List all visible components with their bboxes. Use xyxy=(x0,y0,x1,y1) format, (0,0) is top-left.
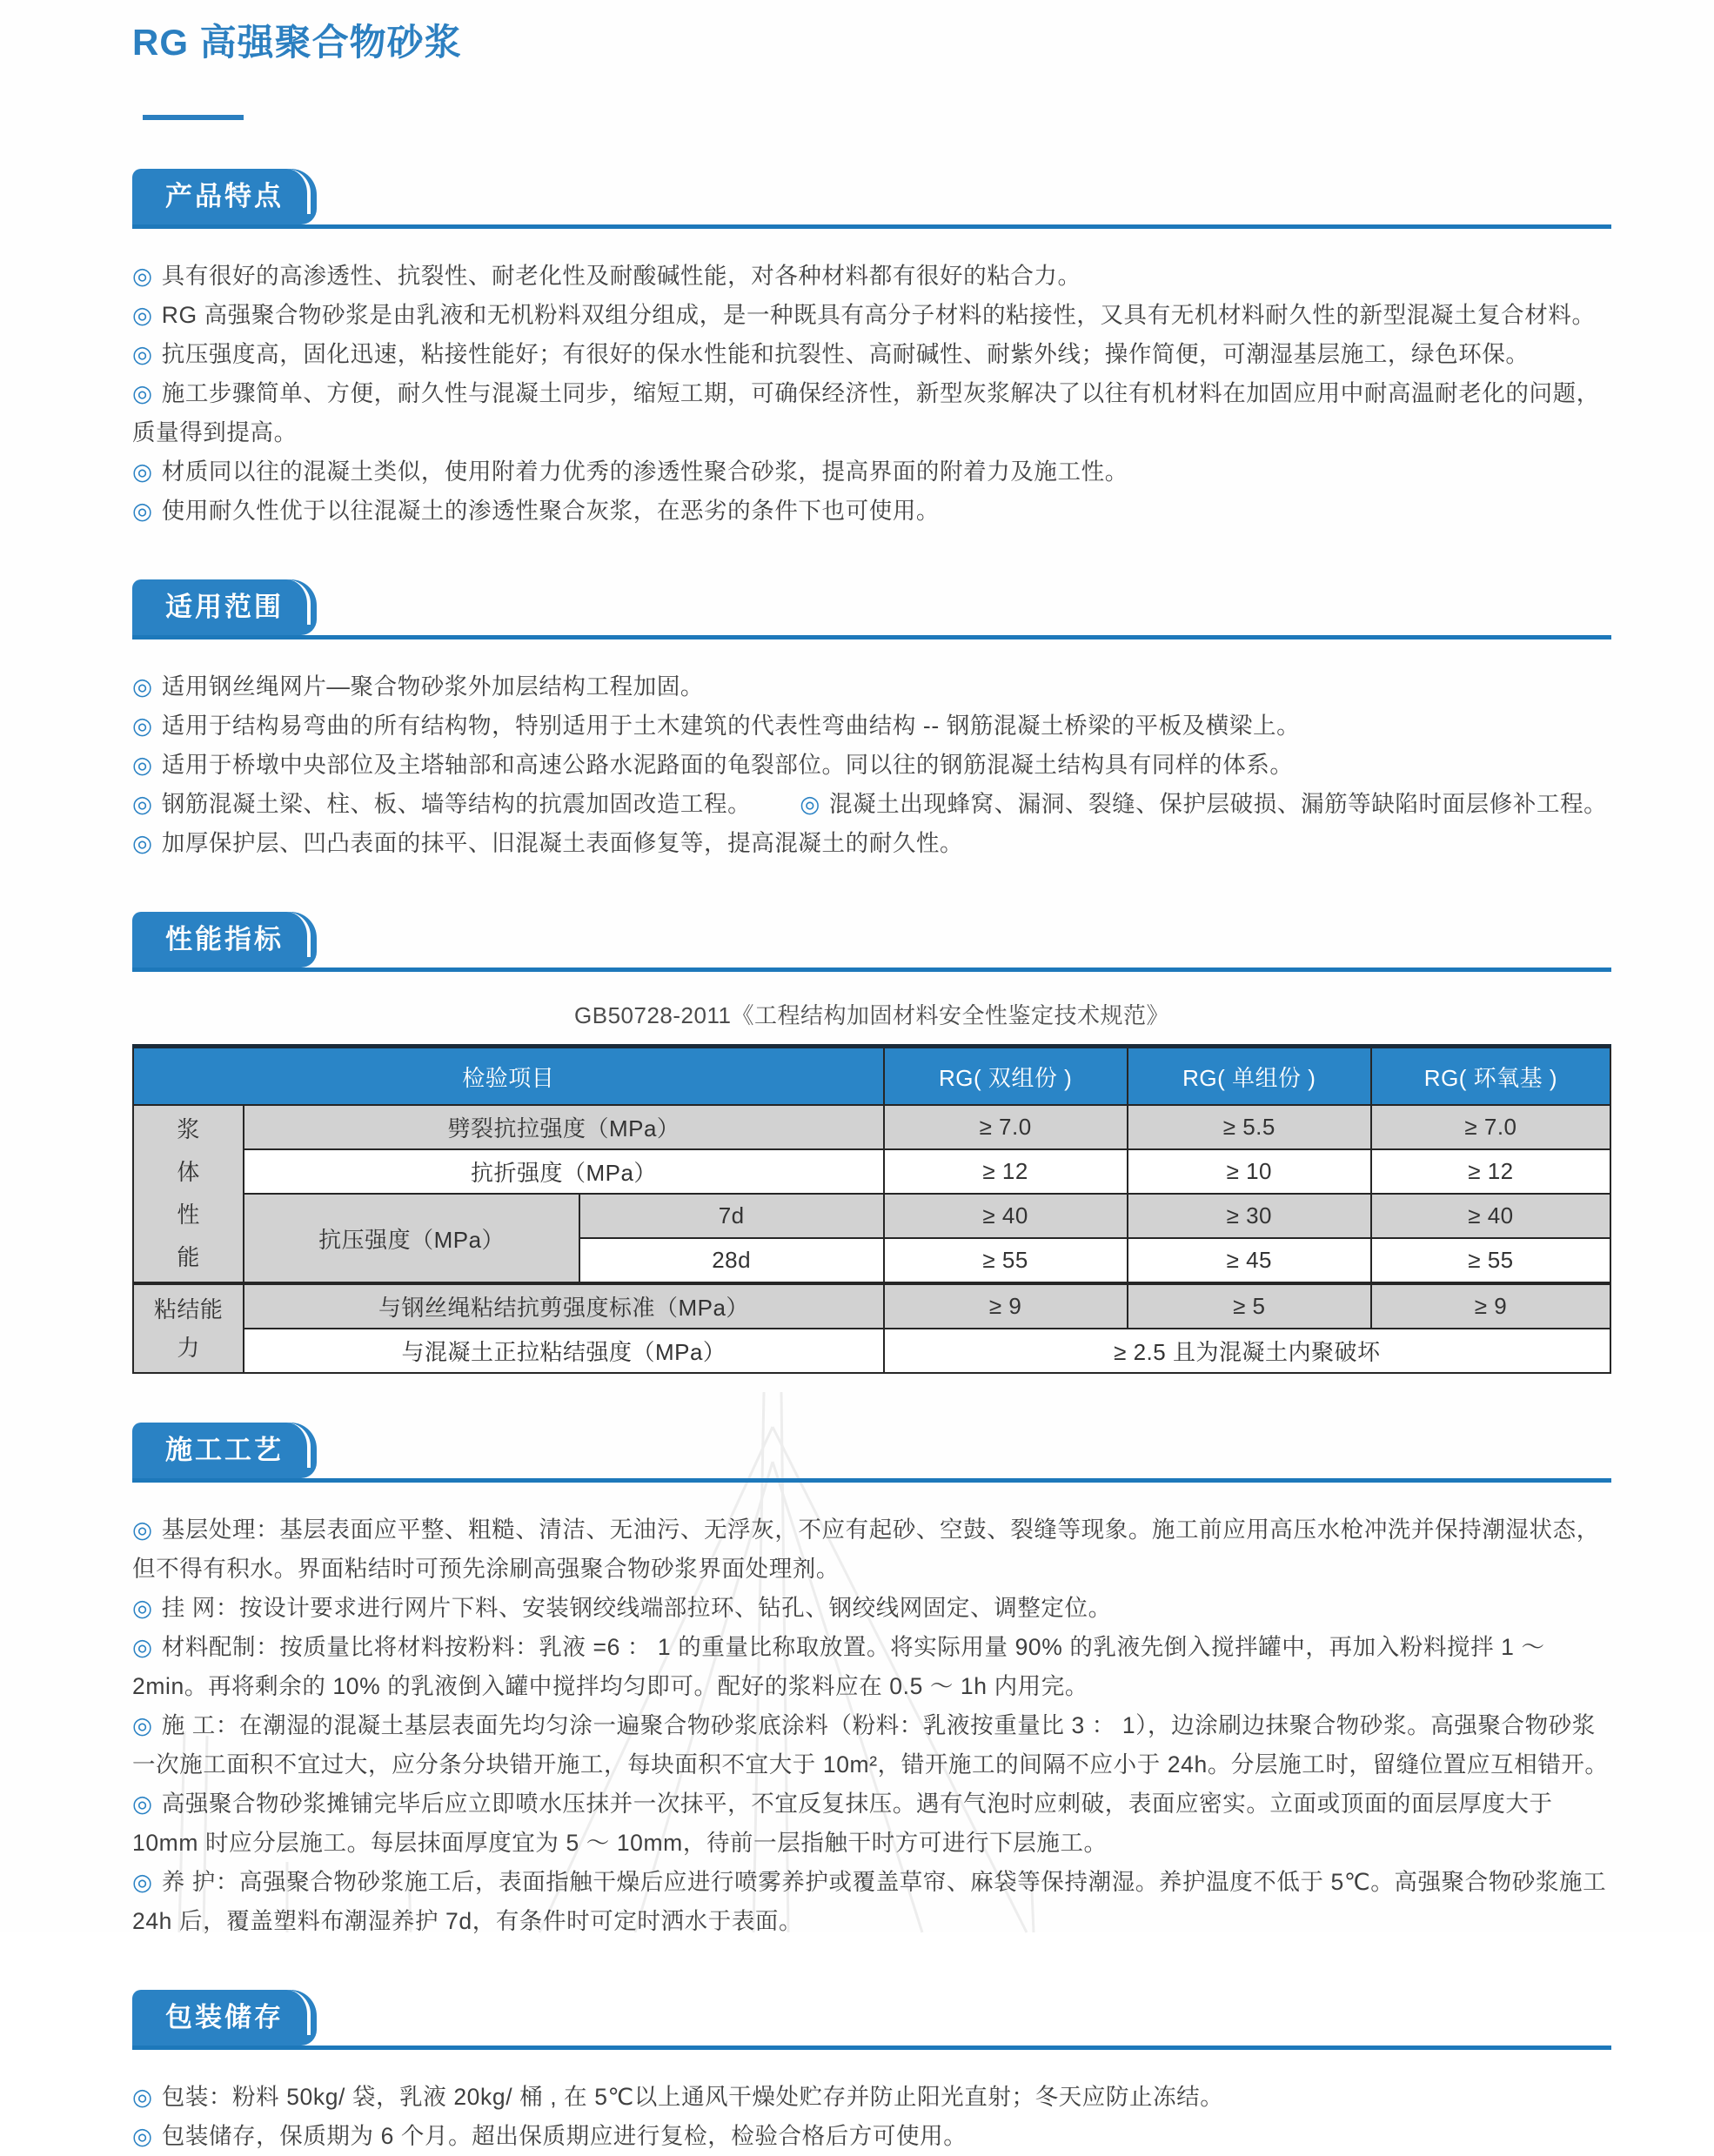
bullet-icon: ◎ xyxy=(132,830,153,856)
list-item-text: 适用于桥墩中央部位及主塔轴部和高速公路水泥路面的龟裂部位。同以往的钢筋混凝土结构具有同样的体系。 xyxy=(161,752,1294,778)
section-title: 包装储存 xyxy=(165,2002,284,2032)
cell-value: ≥ 12 xyxy=(1371,1149,1610,1194)
section-title: 适用范围 xyxy=(165,592,284,622)
bullet-icon: ◎ xyxy=(132,791,153,817)
section-title: 施工工艺 xyxy=(165,1435,284,1465)
cell-value: ≥ 40 xyxy=(1371,1194,1610,1238)
col-header-item: 检验项目 xyxy=(133,1047,884,1106)
list-item-pair xyxy=(132,785,1611,824)
bullet-icon: ◎ xyxy=(800,791,820,817)
list-item-text: 加厚保护层、凹凸表面的抹平、旧混凝土表面修复等，提高混凝土的耐久性。 xyxy=(161,830,964,856)
section-badge-packaging xyxy=(132,1990,317,2046)
section-title: 性能指标 xyxy=(165,924,284,954)
section-badge-scope xyxy=(132,579,317,635)
row-label-compressive: 抗压强度（MPa） xyxy=(244,1194,579,1283)
section-badge-performance xyxy=(132,912,317,968)
section-header-rule xyxy=(132,579,1611,639)
table-row-flexural xyxy=(133,1149,1610,1194)
title-underline xyxy=(143,115,244,120)
cell-value: ≥ 5.5 xyxy=(1128,1105,1371,1149)
table-row-split-tensile xyxy=(133,1105,1610,1149)
bullet-icon: ◎ xyxy=(132,341,153,367)
section-header-rule xyxy=(132,1990,1611,2050)
table-header-row xyxy=(133,1047,1610,1106)
cell-value: ≥ 9 xyxy=(884,1283,1128,1329)
bullet-icon: ◎ xyxy=(132,1517,153,1543)
section-title: 产品特点 xyxy=(165,181,284,211)
bullet-icon: ◎ xyxy=(132,263,153,289)
packaging-list xyxy=(132,2078,1611,2156)
list-item xyxy=(132,335,1611,374)
row-sublabel: 7d xyxy=(579,1194,884,1238)
list-item xyxy=(132,2078,1611,2117)
cell-value: ≥ 30 xyxy=(1128,1194,1371,1238)
list-item-text: 包装：粉料 50kg/ 袋，乳液 20kg/ 桶 , 在 5℃以上通风干燥处贮存并防止阳光直射；冬天应防止冻结。 xyxy=(161,2084,1224,2110)
section-header-rule xyxy=(132,169,1611,229)
list-item xyxy=(132,746,1611,785)
cell-value: ≥ 7.0 xyxy=(1371,1105,1610,1149)
list-item xyxy=(132,296,1611,335)
bullet-icon: ◎ xyxy=(132,673,153,700)
row-label: 与钢丝绳粘结抗剪强度标准（MPa） xyxy=(244,1283,883,1329)
section-packaging xyxy=(132,1990,1611,2156)
bullet-icon: ◎ xyxy=(132,1869,153,1895)
features-list xyxy=(132,257,1611,531)
list-item-text: 适用钢丝绳网片—聚合物砂浆外加层结构工程加固。 xyxy=(161,673,705,700)
cell-value: ≥ 10 xyxy=(1128,1149,1371,1194)
section-scope xyxy=(132,579,1611,863)
list-item-text: 养 护：高强聚合物砂浆施工后，表面指触干燥后应进行喷雾养护或覆盖草帘、麻袋等保持潮湿。养护温度不低于 5℃。高强聚合物砂浆施工 24h 后，覆盖塑料布潮湿养护 7d，有条件时可定时洒水于表面。 xyxy=(132,1869,1607,1934)
bullet-icon: ◎ xyxy=(132,1634,153,1660)
row-sublabel: 28d xyxy=(579,1238,884,1283)
section-header-rule xyxy=(132,1423,1611,1483)
list-item-text: 施 工：在潮湿的混凝土基层表面先均匀涂一遍聚合物砂浆底涂料（粉料：乳液按重量比 3 ： 1），边涂刷边抹聚合物砂浆。高强聚合物砂浆一次施工面积不宜过大，应分条分块错开施工，每块面积不宜大于 10m²，错开施工的间隔不应小于 24h。分层施工时，留缝位置应互相错开。 xyxy=(132,1712,1609,1778)
list-item-text: 挂 网：按设计要求进行网片下料、安装钢绞线端部拉环、钻孔、钢绞线网固定、调整定位。 xyxy=(161,1595,1112,1621)
list-item-text: 钢筋混凝土梁、柱、板、墙等结构的抗震加固改造工程。 xyxy=(161,791,752,817)
bullet-icon: ◎ xyxy=(132,380,153,406)
bullet-icon: ◎ xyxy=(132,713,153,739)
row-group-bond: 粘结能力 xyxy=(133,1283,244,1373)
row-label: 抗折强度（MPa） xyxy=(244,1149,883,1194)
list-item-text: 具有很好的高渗透性、抗裂性、耐老化性及耐酸碱性能，对各种材料都有很好的粘合力。 xyxy=(161,263,1081,289)
list-item-text: 使用耐久性优于以往混凝土的渗透性聚合灰浆，在恶劣的条件下也可使用。 xyxy=(161,498,941,524)
list-item xyxy=(132,667,1611,706)
list-item xyxy=(132,2117,1611,2156)
bullet-icon: ◎ xyxy=(132,752,153,778)
performance-caption: GB50728-2011《工程结构加固材料安全性鉴定技术规范》 xyxy=(574,1002,1169,1028)
section-process xyxy=(132,1423,1611,1941)
cell-value: ≥ 7.0 xyxy=(884,1105,1128,1149)
bullet-icon: ◎ xyxy=(132,1791,153,1817)
section-features xyxy=(132,169,1611,531)
list-item-text: 材料配制：按质量比将材料按粉料：乳液 =6 ： 1 的重量比称取放置。将实际用量 90% 的乳液先倒入搅拌罐中，再加入粉料搅拌 1 ～ 2min。再将剩余的 10% 的乳液倒入罐中搅拌均匀即可。配好的浆料应在 0.5 ～ 1h 内用完。 xyxy=(132,1634,1545,1699)
list-item-text: RG 高强聚合物砂浆是由乳液和无机粉料双组分组成，是一种既具有高分子材料的粘接性，又具有无机材料耐久性的新型混凝土复合材料。 xyxy=(161,302,1596,328)
bullet-icon: ◎ xyxy=(132,302,153,328)
list-item-text: 施工步骤简单、方便，耐久性与混凝土同步，缩短工期，可确保经济性，新型灰浆解决了以往有机材料在加固应用中耐高温耐老化的问题，质量得到提高。 xyxy=(132,380,1600,445)
list-item-text: 适用于结构易弯曲的所有结构物，特别适用于土木建筑的代表性弯曲结构 -- 钢筋混凝土桥梁的平板及横梁上。 xyxy=(161,713,1301,739)
list-item xyxy=(132,492,1611,531)
list-item xyxy=(132,1706,1611,1784)
cell-value: ≥ 55 xyxy=(884,1238,1128,1283)
cell-value: ≥ 5 xyxy=(1128,1283,1371,1329)
list-item xyxy=(132,1589,1611,1628)
col-header-rg-epoxy: RG( 环氧基 ) xyxy=(1371,1047,1610,1106)
list-item xyxy=(132,706,1611,746)
list-item-text: 包装储存，保质期为 6 个月。超出保质期应进行复检，检验合格后方可使用。 xyxy=(161,2123,967,2149)
list-item-text: 基层处理：基层表面应平整、粗糙、清洁、无油污、无浮灰，不应有起砂、空鼓、裂缝等现象。施工前应用高压水枪冲洗并保持潮湿状态，但不得有积水。界面粘结时可预先涂刷高强聚合物砂浆界面处理剂。 xyxy=(132,1517,1600,1582)
bullet-icon: ◎ xyxy=(132,2123,153,2149)
table-row-compressive-7d xyxy=(133,1194,1610,1238)
list-item xyxy=(132,824,1611,863)
col-header-rg-one-part: RG( 单组份 ) xyxy=(1128,1047,1371,1106)
page-title: RG 高强聚合物砂浆 xyxy=(132,22,462,63)
process-list xyxy=(132,1510,1611,1941)
col-header-rg-two-part: RG( 双组份 ) xyxy=(884,1047,1128,1106)
cell-value: ≥ 40 xyxy=(884,1194,1128,1238)
list-item xyxy=(132,1863,1611,1941)
bullet-icon: ◎ xyxy=(132,1595,153,1621)
bullet-icon: ◎ xyxy=(132,1712,153,1738)
section-header-rule xyxy=(132,912,1611,972)
section-badge-features xyxy=(132,169,317,224)
table-row-normal-bond xyxy=(133,1329,1610,1373)
cell-value: ≥ 9 xyxy=(1371,1283,1610,1329)
list-item-text: 混凝土出现蜂窝、漏洞、裂缝、保护层破损、漏筋等缺陷时面层修补工程。 xyxy=(828,791,1608,817)
list-item-text: 高强聚合物砂浆摊铺完毕后应立即喷水压抹并一次抹平，不宜反复抹压。遇有气泡时应刺破，表面应密实。立面或顶面的面层厚度大于 10mm 时应分层施工。每层抹面厚度宜为 5 ～ 10mm，待前一层指触干时方可进行下层施工。 xyxy=(132,1791,1553,1856)
list-item xyxy=(132,374,1611,452)
bullet-icon: ◎ xyxy=(132,459,153,485)
cell-value-span: ≥ 2.5 且为混凝土内聚破坏 xyxy=(884,1329,1610,1373)
list-item xyxy=(132,257,1611,296)
row-label: 与混凝土正拉粘结强度（MPa） xyxy=(244,1329,883,1373)
table-row-shear-bond xyxy=(133,1283,1610,1329)
bullet-icon: ◎ xyxy=(132,2084,153,2110)
list-item xyxy=(132,452,1611,492)
section-badge-process xyxy=(132,1423,317,1478)
cell-value: ≥ 45 xyxy=(1128,1238,1371,1283)
scope-list xyxy=(132,667,1611,863)
list-item-text: 抗压强度高，固化迅速，粘接性能好；有很好的保水性能和抗裂性、高耐碱性、耐紫外线；操作简便，可潮湿基层施工，绿色环保。 xyxy=(161,341,1530,367)
cell-value: ≥ 55 xyxy=(1371,1238,1610,1283)
row-label: 劈裂抗拉强度（MPa） xyxy=(244,1105,883,1149)
list-item xyxy=(132,1510,1611,1589)
cell-value: ≥ 12 xyxy=(884,1149,1128,1194)
row-group-slurry: 浆体性能 xyxy=(133,1105,244,1283)
bullet-icon: ◎ xyxy=(132,498,153,524)
list-item xyxy=(132,1784,1611,1863)
list-item xyxy=(132,1628,1611,1706)
section-performance xyxy=(132,912,1611,1374)
list-item-text: 材质同以往的混凝土类似，使用附着力优秀的渗透性聚合砂浆，提高界面的附着力及施工性。 xyxy=(161,459,1128,485)
performance-table xyxy=(132,1044,1611,1374)
